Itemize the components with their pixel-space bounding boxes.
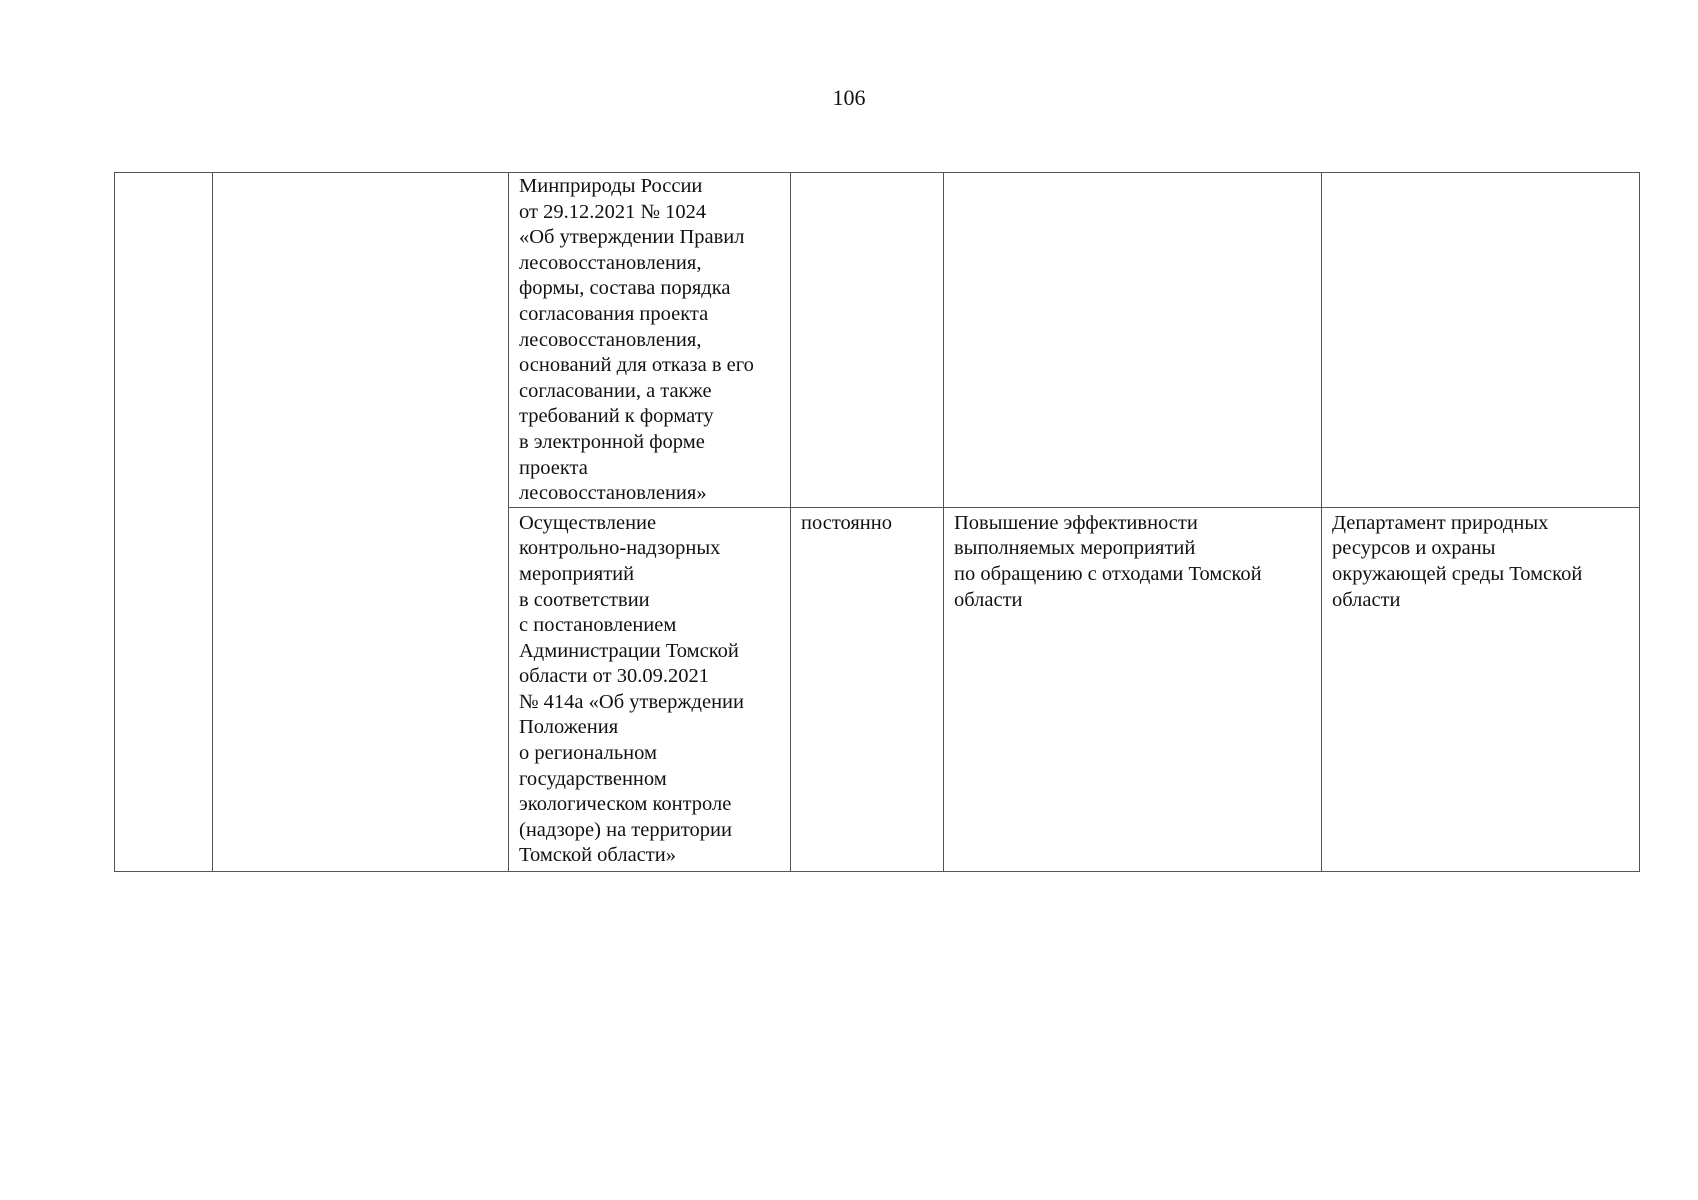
cell-responsible [1322,173,1640,508]
cell-number [115,173,213,872]
cell-legal-basis: Минприроды России от 29.12.2021 № 1024 «Об утверждении Правил лесовосстановления, формы, состава порядка согласования проекта лесовосстановления, оснований для отказа в его согласовании, а также требований к формату в электронной форме проекта лесовосстановления» [509,173,791,508]
table-row [115,173,1640,508]
cell-responsible: Департамент природных ресурсов и охраны окружающей среды Томской области [1322,507,1640,871]
cell-task [213,173,509,872]
cell-result: Повышение эффективности выполняемых мероприятий по обращению с отходами Томской области [944,507,1322,871]
cell-period: постоянно [791,507,944,871]
cell-period [791,173,944,508]
cell-result [944,173,1322,508]
page-number: 106 [832,85,866,110]
cell-legal-basis: Осуществление контрольно-надзорных мероприятий в соответствии с постановлением Администрации Томской области от 30.09.2021 № 414а «Об утверждении Положения о региональном государственном экологическом контроле (надзоре) на территории Томской области» [509,507,791,871]
measures-table [114,172,1640,872]
